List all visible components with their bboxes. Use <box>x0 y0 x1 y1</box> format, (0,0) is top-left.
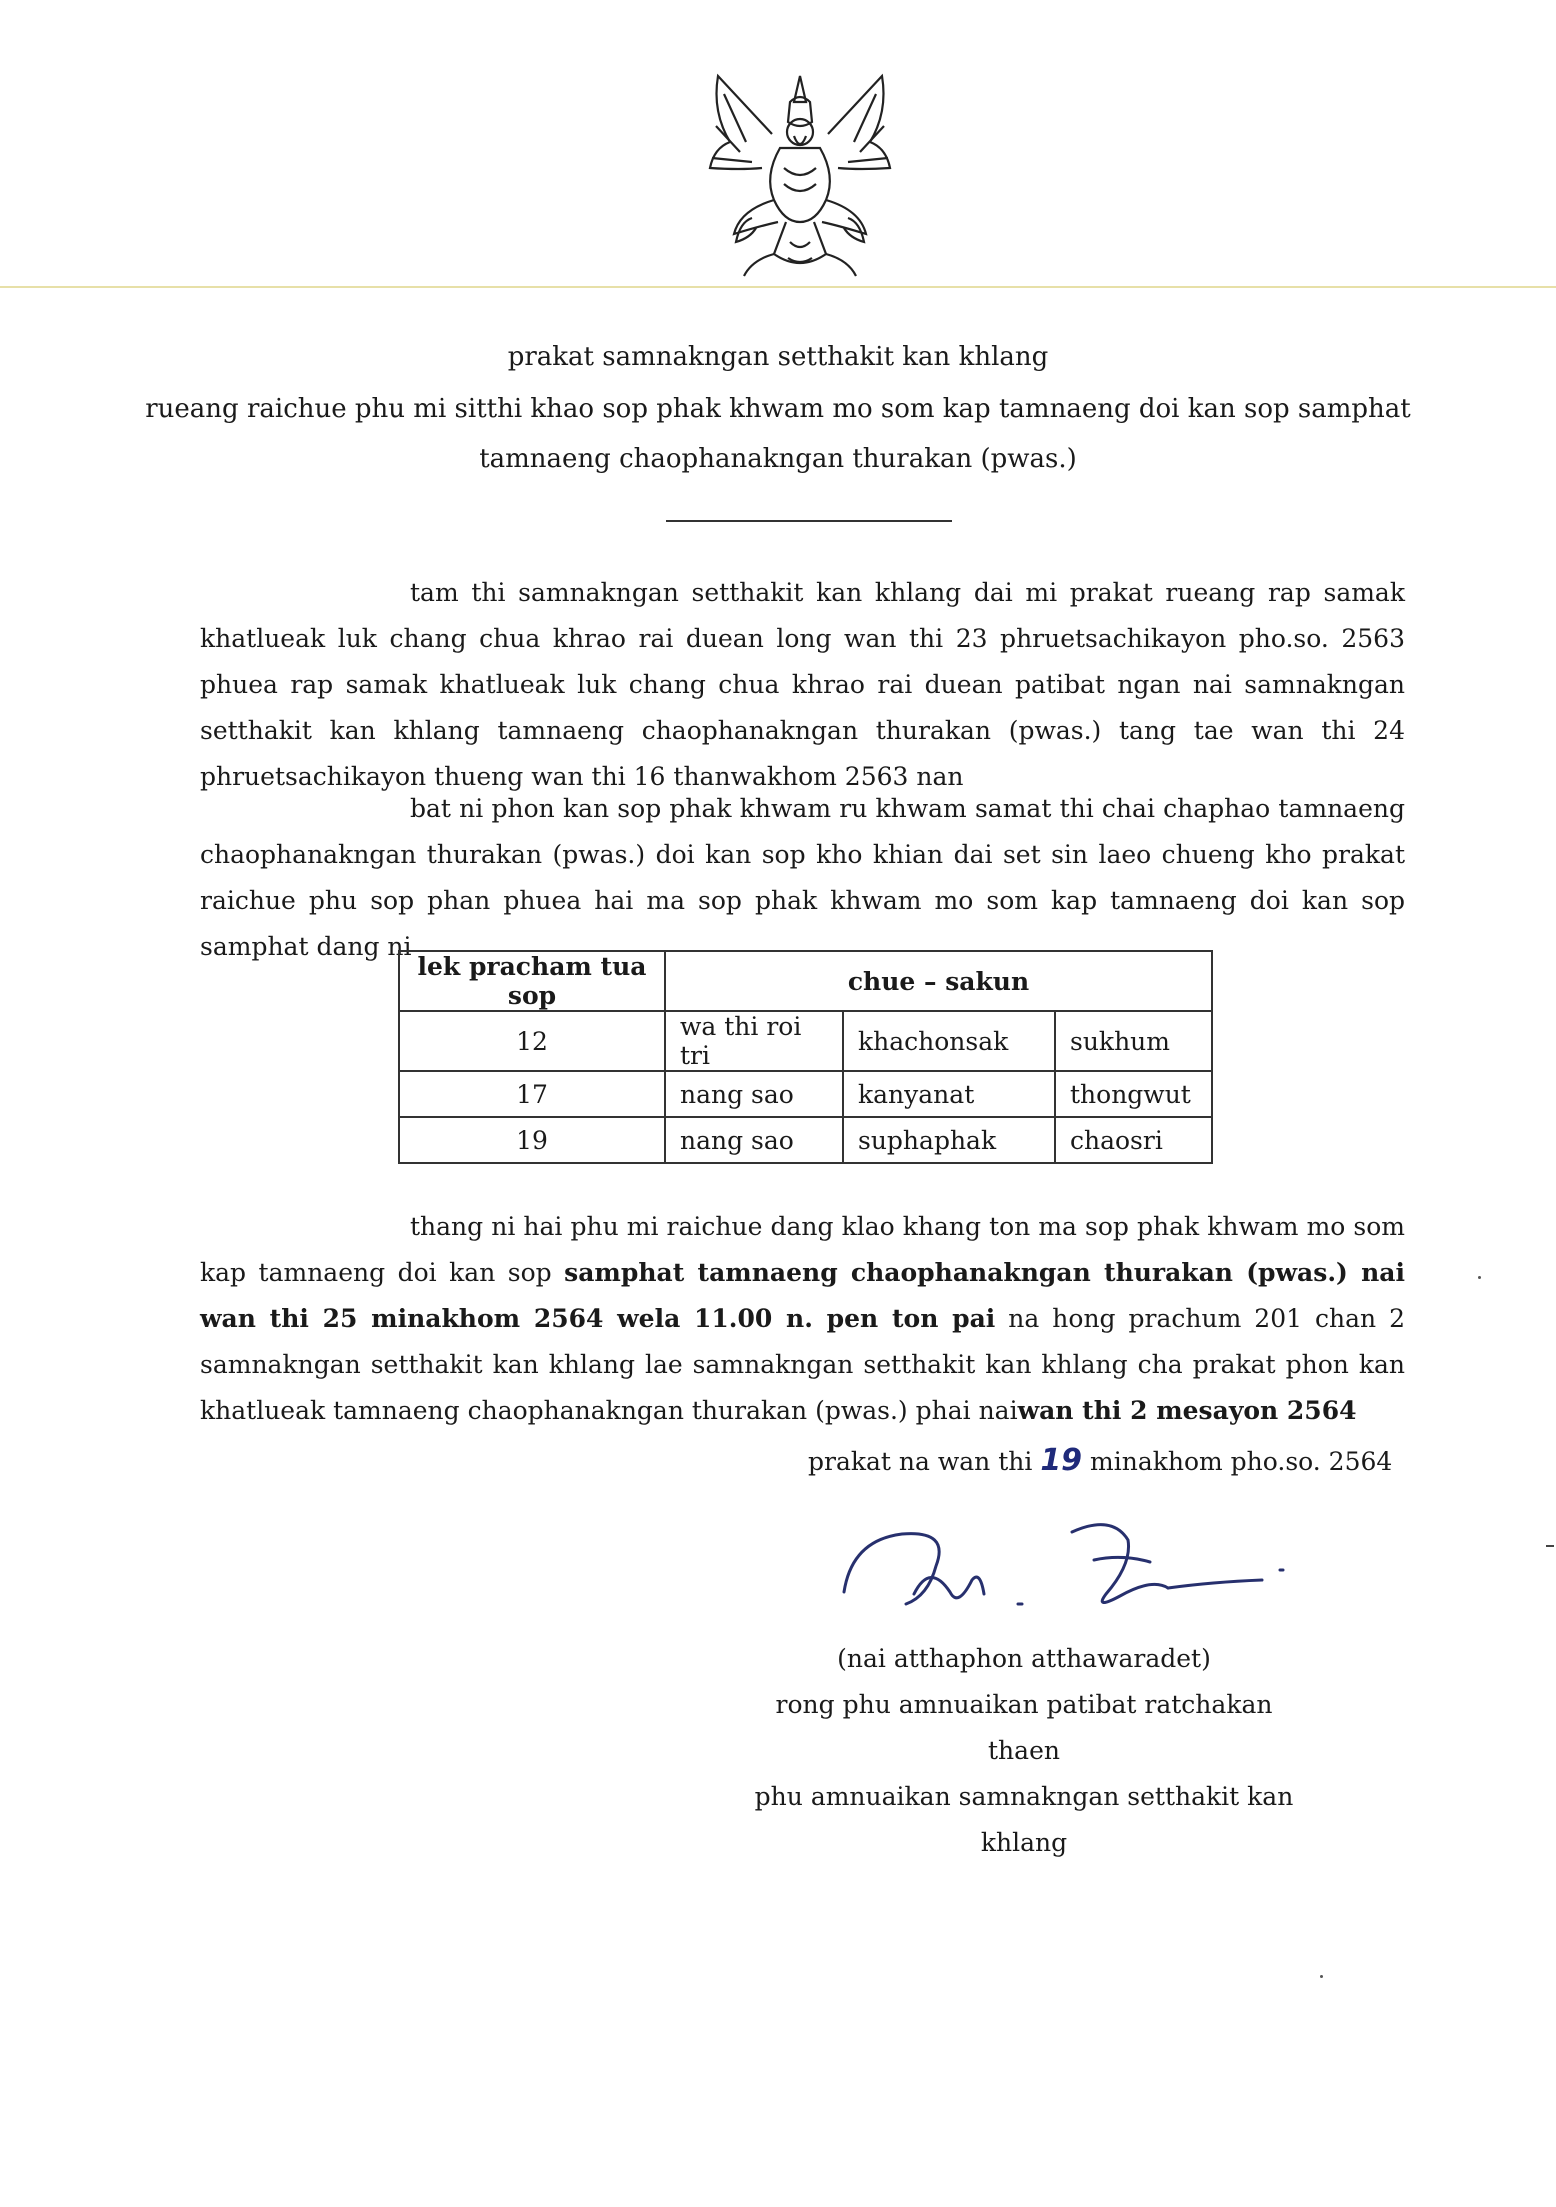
signatory-block <box>744 1636 1304 1866</box>
col-name-header: chue – sakun <box>665 951 1212 1011</box>
scan-speck <box>1320 1975 1323 1978</box>
results-text: bat ni phon kan sop phak khwam ru khwam samat thi chai chaphao tamnaeng chaophanakngan thurakan (pwas.) doi kan sop kho khian dai set sin laeo chueng kho prakat raichue phu sop phan phuea hai ma sop phak khwam mo som kap tamnaeng doi kan sop samphat dang ni <box>200 794 1405 961</box>
intro-text: tam thi samnakngan setthakit kan khlang dai mi prakat rueang rap samak khatlueak luk chang chua khrao rai duean long wan thi 23 phruetsachikayon pho.so. 2563 phuea rap samak khatlueak luk chang chua khrao rai duean patibat ngan nai samnakngan setthakit kan khlang tamnaeng chaophanakngan thurakan (pwas.) tang tae wan thi 24 phruetsachikayon thueng wan thi 16 thanwakhom 2563 nan <box>200 578 1405 791</box>
first-name: khachonsak <box>843 1011 1055 1071</box>
position-line: tamnaeng chaophanakngan thurakan (pwas.) <box>479 444 1077 474</box>
subject-line: rueang raichue phu mi sitthi khao sop phak khwam mo som kap tamnaeng doi kan sop samphat <box>145 394 1411 424</box>
signatory-name: (nai atthaphon atthawaradet) <box>837 1644 1211 1673</box>
first-name: suphaphak <box>843 1117 1055 1163</box>
scan-edge-mark <box>1546 1545 1554 1547</box>
signatory-position-1: rong phu amnuaikan patibat ratchakan thaen <box>775 1690 1273 1765</box>
exam-id: 17 <box>399 1071 665 1117</box>
date-suffix: minakhom pho.so. 2564 <box>1090 1447 1393 1476</box>
scan-edge-line <box>0 286 1556 288</box>
last-name: sukhum <box>1055 1011 1212 1071</box>
interview-paragraph <box>200 1204 1405 1434</box>
title-line-1: prakat samnakngan setthakit kan khlang <box>507 342 1049 372</box>
exam-id: 12 <box>399 1011 665 1071</box>
last-name: chaosri <box>1055 1117 1212 1163</box>
signatory-position-2: phu amnuaikan samnakngan setthakit kan khlang <box>754 1782 1294 1857</box>
date-prefix: prakat na wan thi <box>808 1447 1033 1476</box>
interview-text-1: thang ni hai phu mi raichue dang klao khang ton ma sop phak khwam mo som kap tamnaeng doi kan sop <box>200 1212 1405 1287</box>
announcement-date-bold: wan thi 2 mesayon 2564 <box>1017 1396 1357 1425</box>
name-title: nang sao <box>665 1071 843 1117</box>
exam-id: 19 <box>399 1117 665 1163</box>
last-name: thongwut <box>1055 1071 1212 1117</box>
announcement-date-line <box>808 1438 1392 1485</box>
scan-speck <box>1478 1276 1481 1279</box>
title-separator <box>666 520 952 522</box>
table-header-row <box>399 951 1212 1011</box>
intro-paragraph <box>200 570 1405 800</box>
signature-icon <box>832 1500 1302 1630</box>
table-row <box>399 1011 1212 1071</box>
table-row <box>399 1071 1212 1117</box>
interview-text-2: na hong prachum 201 chan 2 samnakngan setthakit kan khlang lae samnakngan setthakit kan khlang cha prakat phon kan khatlueak tamnaeng chaophanakngan thurakan (pwas.) phai nai <box>200 1304 1405 1425</box>
name-title: wa thi roi tri <box>665 1011 843 1071</box>
garuda-emblem-icon <box>700 72 900 278</box>
first-name: kanyanat <box>843 1071 1055 1117</box>
col-exam-id-header: lek pracham tua sop <box>399 951 665 1011</box>
interview-bold-details: samphat tamnaeng chaophanakngan thurakan (pwas.) nai wan thi 25 minakhom 2564 wela 11.00 n. pen ton pai <box>200 1258 1405 1333</box>
table-row <box>399 1117 1212 1163</box>
candidate-table <box>398 950 1213 1164</box>
results-paragraph <box>200 786 1405 970</box>
name-title: nang sao <box>665 1117 843 1163</box>
handwritten-day: 19 <box>1040 1443 1083 1478</box>
